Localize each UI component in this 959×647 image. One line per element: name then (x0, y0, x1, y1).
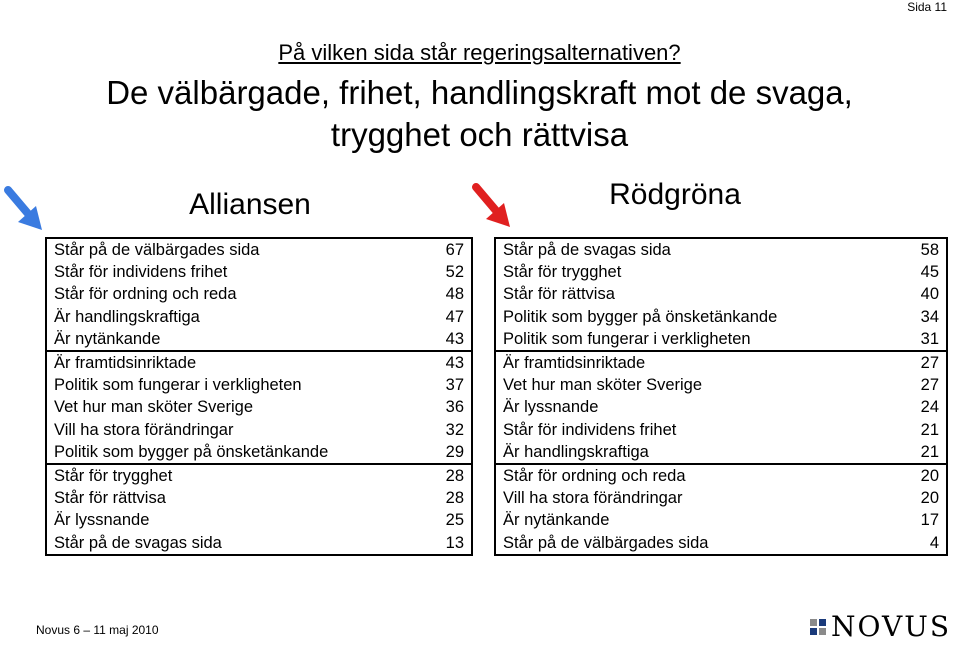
table-row (46, 261, 472, 283)
row-label: Vet hur man sköter Sverige (54, 398, 254, 417)
table-row (495, 396, 947, 418)
row-label: Politik som fungerar i verkligheten (503, 329, 751, 348)
row-label: Står för ordning och reda (54, 285, 237, 304)
row-label: Politik som fungerar i verkligheten (54, 376, 302, 395)
row-label: Politik som bygger på önsketänkande (54, 442, 329, 461)
table-row (495, 464, 947, 487)
logo-text: NOVUS (831, 610, 951, 643)
row-value: 24 (920, 398, 939, 417)
row-label: Är lyssnande (503, 398, 599, 417)
row-value: 20 (920, 489, 939, 508)
table-row (46, 328, 472, 351)
logo-square (819, 619, 826, 626)
table-row (495, 531, 947, 554)
table-row (495, 238, 947, 261)
table-row (46, 419, 472, 441)
page-title (0, 72, 959, 156)
row-value: 20 (900, 464, 947, 487)
row-label: Vill ha stora förändringar (503, 489, 683, 508)
table-row (46, 531, 472, 554)
row-label: Står för trygghet (46, 464, 428, 487)
row-value: 67 (445, 241, 464, 260)
row-value: 58 (920, 241, 939, 260)
row-value: 36 (445, 398, 464, 417)
row-label: Är framtidsinriktade (46, 351, 428, 374)
row-label: Är lyssnande (54, 511, 150, 530)
row-value: 31 (920, 329, 939, 348)
logo-square (810, 628, 817, 635)
row-value: 48 (445, 285, 464, 304)
row-value: 27 (920, 376, 939, 395)
row-value: 43 (445, 329, 464, 348)
row-label: Står för trygghet (503, 263, 622, 282)
row-label: Är handlingskraftiga (503, 442, 649, 461)
row-label: Står på de välbärgades sida (503, 533, 709, 552)
page-subtitle: På vilken sida står regeringsalternativen? (278, 40, 681, 65)
row-label: Står för ordning och reda (495, 464, 900, 487)
row-value: 28 (428, 464, 472, 487)
row-label: Står på de svagas sida (503, 241, 671, 260)
row-label: Är nytänkande (503, 511, 610, 530)
row-label: Politik som bygger på önsketänkande (503, 307, 778, 326)
title-line-2: trygghet och rättvisa (330, 116, 629, 153)
footer-source: Novus 6 – 11 maj 2010 (36, 623, 159, 637)
table-row (46, 306, 472, 328)
row-value: 32 (445, 420, 464, 439)
table-row (495, 509, 947, 531)
table-row (495, 283, 947, 305)
table-row (495, 261, 947, 283)
row-value: 45 (920, 263, 939, 282)
row-value: 43 (428, 351, 472, 374)
row-value: 21 (920, 442, 939, 461)
page-number: Sida 11 (907, 0, 947, 14)
row-label: Står på de svagas sida (54, 533, 222, 552)
row-label: Är handlingskraftiga (54, 307, 200, 326)
table-row (46, 396, 472, 418)
blue-arrow-icon (4, 186, 46, 232)
row-label: Står på de välbärgades sida (54, 241, 260, 260)
row-label: Står för rättvisa (503, 285, 615, 304)
title-line-1: De välbärgade, frihet, handlingskraft mot de svaga, (106, 74, 853, 111)
row-value: 37 (445, 376, 464, 395)
rodgrona-heading: Rödgröna (609, 178, 741, 211)
table-row (495, 351, 947, 374)
logo-square (819, 628, 826, 635)
row-label: Är framtidsinriktade (495, 351, 900, 374)
table-row (46, 238, 472, 261)
row-value: 21 (920, 420, 939, 439)
row-label: Är nytänkande (54, 329, 161, 348)
table-row (46, 487, 472, 509)
row-label: Står för individens frihet (54, 263, 228, 282)
row-value: 4 (929, 533, 939, 552)
table-row (495, 419, 947, 441)
table-row (495, 487, 947, 509)
table-row (46, 509, 472, 531)
row-value: 29 (445, 442, 464, 461)
table-row (46, 464, 472, 487)
rodgrona-table (494, 237, 948, 556)
table-row (46, 283, 472, 305)
row-label: Står för individens frihet (503, 420, 677, 439)
logo-squares (810, 619, 826, 635)
row-value: 47 (445, 307, 464, 326)
row-value: 40 (920, 285, 939, 304)
table-row (495, 374, 947, 396)
row-value: 28 (445, 489, 464, 508)
row-label: Står för rättvisa (54, 489, 166, 508)
table-row (495, 306, 947, 328)
row-value: 17 (920, 511, 939, 530)
alliansen-heading: Alliansen (189, 188, 311, 221)
table-row (46, 351, 472, 374)
row-value: 13 (445, 533, 464, 552)
table-row (46, 374, 472, 396)
row-label: Vet hur man sköter Sverige (503, 376, 703, 395)
table-row (495, 328, 947, 351)
row-label: Vill ha stora förändringar (54, 420, 234, 439)
logo-square (810, 619, 817, 626)
novus-logo (810, 610, 951, 643)
table-row (495, 441, 947, 464)
row-value: 34 (920, 307, 939, 326)
red-arrow-icon (472, 183, 514, 229)
row-value: 27 (900, 351, 947, 374)
row-value: 52 (445, 263, 464, 282)
row-value: 25 (445, 511, 464, 530)
alliansen-table (45, 237, 473, 556)
table-row (46, 441, 472, 464)
